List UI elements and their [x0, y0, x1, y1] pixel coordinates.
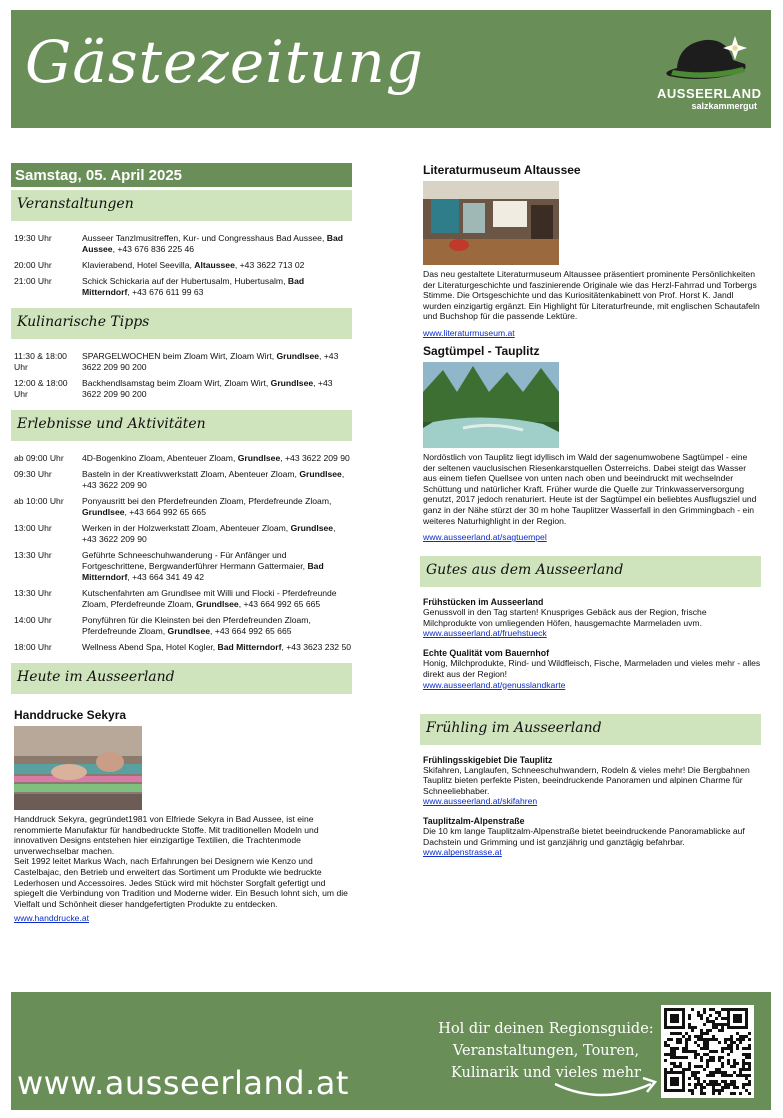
- event-text: Werken in der Holzwerkstatt Zloam, Abenteuer Zloam,: [82, 523, 291, 533]
- tip-text: Die 10 km lange Tauplitzalm-Alpenstraße bietet beeindruckende Panoramablicke auf Dachstein und Grimming und ist ganzjährig und ganztägig befahrbar.: [423, 826, 745, 847]
- event-text: Ausseer Tanzlmusitreffen, Kur- und Congresshaus Bad Aussee,: [82, 233, 327, 243]
- tip-link[interactable]: www.ausseerland.at/skifahren: [423, 796, 538, 807]
- event-description: [82, 233, 352, 255]
- event-row: [11, 260, 352, 271]
- event-time: 20:00 Uhr: [14, 260, 52, 270]
- event-location: Bad Mitterndorf: [82, 561, 324, 582]
- museum-title: Literaturmuseum Altaussee: [423, 163, 581, 177]
- sagtuempel-photo: [423, 362, 559, 448]
- event-description: [82, 642, 352, 653]
- article-title: Handdrucke Sekyra: [14, 708, 127, 722]
- event-row: [11, 276, 352, 298]
- event-description: [82, 453, 352, 464]
- left-column: [11, 163, 352, 923]
- date-heading: Samstag, 05. April 2025: [11, 163, 352, 187]
- event-row: [11, 588, 352, 610]
- museum-photo: [423, 181, 559, 265]
- tip-link[interactable]: www.ausseerland.at/genusslandkarte: [423, 679, 566, 690]
- event-location: Grundlsee: [196, 599, 239, 609]
- tip-title: Frühlingsskigebiet Die Tauplitz: [423, 754, 553, 765]
- event-description: [82, 378, 352, 400]
- sagtuempel-link[interactable]: www.ausseerland.at/sagtuempel: [423, 532, 547, 543]
- ausseerland-logo: [657, 30, 762, 114]
- tip-item: [420, 648, 761, 689]
- event-description: [82, 351, 352, 373]
- article-text: Handdruck Sekyra, gegründet1981 von Elfriede Sekyra in Bad Aussee, ist eine renommierte Manufaktur für handbedruckte Stoffe. Mit traditionellen Modeln und innovativen Designs entstehen hier einzigartige Textilien, die Trachtenmode unverwechselbar machen.: [14, 814, 319, 856]
- promo-line: Hol dir deinen Regionsguide:: [438, 1021, 654, 1037]
- textile-printing-photo: [14, 726, 142, 810]
- tip-item: [420, 816, 761, 857]
- promo-line: Veranstaltungen, Touren,: [452, 1043, 640, 1059]
- event-text: 4D-Bogenkino Zloam, Abenteuer Zloam,: [82, 453, 238, 463]
- event-location: Bad Mitterndorf: [217, 642, 282, 652]
- event-time: 11:30 & 18:00 Uhr: [14, 351, 67, 372]
- event-description: [82, 615, 352, 637]
- event-text: Basteln in der Kreativwerkstatt Zloam, Abenteuer Zloam,: [82, 469, 300, 479]
- event-description: [82, 588, 352, 610]
- event-time: 21:00 Uhr: [14, 276, 52, 286]
- event-location: Bad Mitterndorf: [82, 276, 305, 297]
- event-phone: , +43 676 836 225 46: [112, 244, 195, 254]
- section-fruehling: Frühling im Ausseerland: [420, 714, 761, 745]
- event-location: Grundlsee: [237, 453, 281, 463]
- event-location: Grundlsee: [82, 507, 125, 517]
- article-text: Seit 1992 leitet Markus Wach, nach Erfahrungen bei Designern wie Kenzo und Castelbajac, den Betrieb und erweitert das Sortiment um Produkte wie bedruckte Lederhosen und Accessoires. Jedes Stück wird mit höchster Sorgfalt gefertigt und spiegelt die Verbindung von Tradition und Moderne wider. Ein Besuch lohnt sich, um die Vielfalt und Schönheit dieser handgefertigten Produkte zu entdecken.: [14, 856, 348, 909]
- event-location: Altaussee: [194, 260, 235, 270]
- section-erlebnisse: Erlebnisse und Aktivitäten: [11, 410, 352, 441]
- event-phone: , +43 3622 713 02: [234, 260, 305, 270]
- event-time: 13:30 Uhr: [14, 588, 52, 598]
- tip-text: Skifahren, Langlaufen, Schneeschuhwandern, Rodeln & vieles mehr! Die Bergbahnen Tauplitz bieten perfekte Pisten, beeindruckende Panoramen und alpinen Charme für Schneeliebhaber.: [423, 764, 750, 796]
- event-text: Klavierabend, Hotel Seevilla,: [82, 260, 195, 270]
- event-phone: , +43 3622 209 90: [280, 453, 350, 463]
- arrow-icon: [551, 1072, 661, 1102]
- footer-website[interactable]: www.ausseerland.at: [17, 1064, 349, 1102]
- gutes-list: [420, 597, 761, 689]
- event-phone: , +43 664 992 65 665: [210, 626, 292, 636]
- event-row: [11, 550, 352, 583]
- page-title: Gästezeitung: [25, 28, 424, 96]
- footer-banner: [11, 992, 771, 1110]
- qr-code-icon: [661, 1005, 754, 1098]
- event-text: Ponyführen für die Kleinsten bei den Pferdefreunden Zloam, Pferdefreunde Zloam,: [82, 615, 311, 636]
- event-time: 14:00 Uhr: [14, 615, 52, 625]
- event-text: Backhendlsamstag beim Zloam Wirt, Zloam Wirt,: [82, 378, 271, 388]
- event-description: [82, 523, 352, 545]
- event-time: 13:30 Uhr: [14, 550, 52, 560]
- event-location: Grundlsee: [167, 626, 211, 636]
- event-row: [11, 378, 352, 400]
- event-row: [11, 496, 352, 518]
- event-time: 13:00 Uhr: [14, 523, 52, 533]
- tip-item: [420, 755, 761, 807]
- sagtuempel-text: Nordöstlich von Tauplitz liegt idyllisch im Wald der sagenumwobene Sagtümpel - eine der seltenen vauclusischen Riesenkarstquellen Österreichs. Dabei steigt das Wasser aus einem tiefen Quellsee von unten nach oben und beeindruckt mit wechselnder Schüttung und natürlicher Kraft. Früher wurde die Quelle zur Trinkwasserversorgung genutzt, 2017 jedoch renaturiert. Heute ist der Sagtümpel ein beliebtes Ausflugsziel und ganz in der Nähe stürzt der 30 m hohe Tauplitzer Wasserfall in den Grimmingbach - ein weiteres Naturhighlight in der Region.: [423, 451, 757, 526]
- event-row: [11, 523, 352, 545]
- tip-title: Echte Qualität vom Bauernhof: [423, 648, 550, 659]
- fruehling-list: [420, 755, 761, 858]
- event-location: Bad Aussee: [82, 233, 343, 254]
- tip-text: Genussvoll in den Tag starten! Knuspriges Gebäck aus der Region, frische Milchprodukte von umliegenden Höfen, hausgemachte Marmeladen uvm.: [423, 607, 707, 628]
- event-time: ab 10:00 Uhr: [14, 496, 64, 506]
- event-phone: , +43 676 611 99 63: [127, 287, 204, 297]
- promo-line: Kulinarik und vieles mehr: [451, 1065, 641, 1081]
- event-phone: , +43 3622 209 90: [82, 469, 345, 490]
- header-banner: [11, 10, 771, 128]
- event-text: Ponyausritt bei den Pferdefreunden Zloam, Pferdefreunde Zloam,: [82, 496, 332, 506]
- hat-icon: [657, 30, 757, 86]
- event-location: Grundlsee: [290, 523, 334, 533]
- activities-list: [11, 453, 352, 653]
- event-location: Grundlsee: [270, 378, 314, 388]
- event-row: [11, 233, 352, 255]
- event-phone: , +43 3622 209 90 200: [82, 378, 333, 399]
- event-text: Schick Schickaria auf der Hubertusalm, Hubertusalm,: [82, 276, 288, 286]
- event-time: ab 09:00 Uhr: [14, 453, 64, 463]
- event-phone: , +43 664 992 65 665: [124, 507, 206, 517]
- section-gutes: Gutes aus dem Ausseerland: [420, 556, 761, 587]
- event-text: Geführte Schneeschuhwanderung - Für Anfänger und Fortgeschrittene, Bergwanderführer Hermann Gattermaier,: [82, 550, 308, 571]
- culinary-list: [11, 351, 352, 400]
- event-time: 09:30 Uhr: [14, 469, 52, 479]
- tip-title: Tauplitzalm-Alpenstraße: [423, 816, 525, 827]
- events-list: [11, 233, 352, 298]
- event-location: Grundlsee: [299, 469, 342, 479]
- event-text: SPARGELWOCHEN beim Zloam Wirt, Zloam Wirt,: [82, 351, 277, 361]
- event-time: 19:30 Uhr: [14, 233, 52, 243]
- right-column: [420, 163, 761, 867]
- tip-link[interactable]: www.ausseerland.at/fruehstueck: [423, 628, 547, 639]
- logo-subtitle: salzkammergut: [691, 101, 757, 111]
- event-phone: , +43 3623 232 50: [281, 642, 352, 652]
- qr-code[interactable]: [661, 1005, 754, 1098]
- event-row: [11, 469, 352, 491]
- museum-text: Das neu gestaltete Literaturmuseum Altaussee präsentiert prominente Persönlichkeiten der Literaturgeschichte und faszinierende Originale wie das Herzl-Fahrrad und Torbergs Stimme. Die Ortsgeschichte und das Kuriositätenkabinett von Prof. Horst K. Jandl wurden einzigartig ergänzt. Ein Highlight für Literaturfreunde, mit englischen Schautafeln und Buchshop für die passende Lektüre.: [423, 269, 760, 322]
- event-row: [11, 453, 352, 464]
- tip-title: Frühstücken im Ausseerland: [423, 597, 544, 608]
- event-phone: , +43 664 341 49 42: [127, 572, 205, 582]
- logo-wordmark: AUSSEERLAND: [657, 86, 762, 101]
- event-row: [11, 642, 352, 653]
- handdrucke-link[interactable]: www.handdrucke.at: [14, 913, 89, 924]
- section-kulinarik: Kulinarische Tipps: [11, 308, 352, 339]
- event-row: [11, 351, 352, 373]
- event-description: [82, 496, 352, 518]
- section-veranstaltungen: Veranstaltungen: [11, 190, 352, 221]
- event-time: 18:00 Uhr: [14, 642, 52, 652]
- section-heute: Heute im Ausseerland: [11, 663, 352, 694]
- event-description: [82, 276, 352, 298]
- event-description: [82, 469, 352, 491]
- event-phone: , +43 3622 209 90 200: [82, 351, 339, 372]
- event-location: Grundlsee: [276, 351, 320, 361]
- event-text: Kutschenfahrten am Grundlsee mit Willi und Flocki - Pferdefreunde Zloam, Pferdefreunde Zloam,: [82, 588, 337, 609]
- event-text: Wellness Abend Spa, Hotel Kogler,: [82, 642, 218, 652]
- tip-text: Honig, Milchprodukte, Rind- und Wildfleisch, Fische, Marmeladen und vieles mehr - alles direkt aus der Region!: [423, 658, 761, 679]
- event-phone: , +43 664 992 65 665: [238, 599, 321, 609]
- event-row: [11, 615, 352, 637]
- event-description: [82, 550, 352, 583]
- museum-link[interactable]: www.literaturmuseum.at: [423, 327, 515, 338]
- tip-link[interactable]: www.alpenstrasse.at: [423, 847, 502, 858]
- event-phone: , +43 3622 209 90: [82, 523, 336, 544]
- event-time: 12:00 & 18:00 Uhr: [14, 378, 68, 399]
- tip-item: [420, 597, 761, 638]
- event-description: [82, 260, 352, 271]
- sagtuempel-title: Sagtümpel - Tauplitz: [423, 343, 540, 358]
